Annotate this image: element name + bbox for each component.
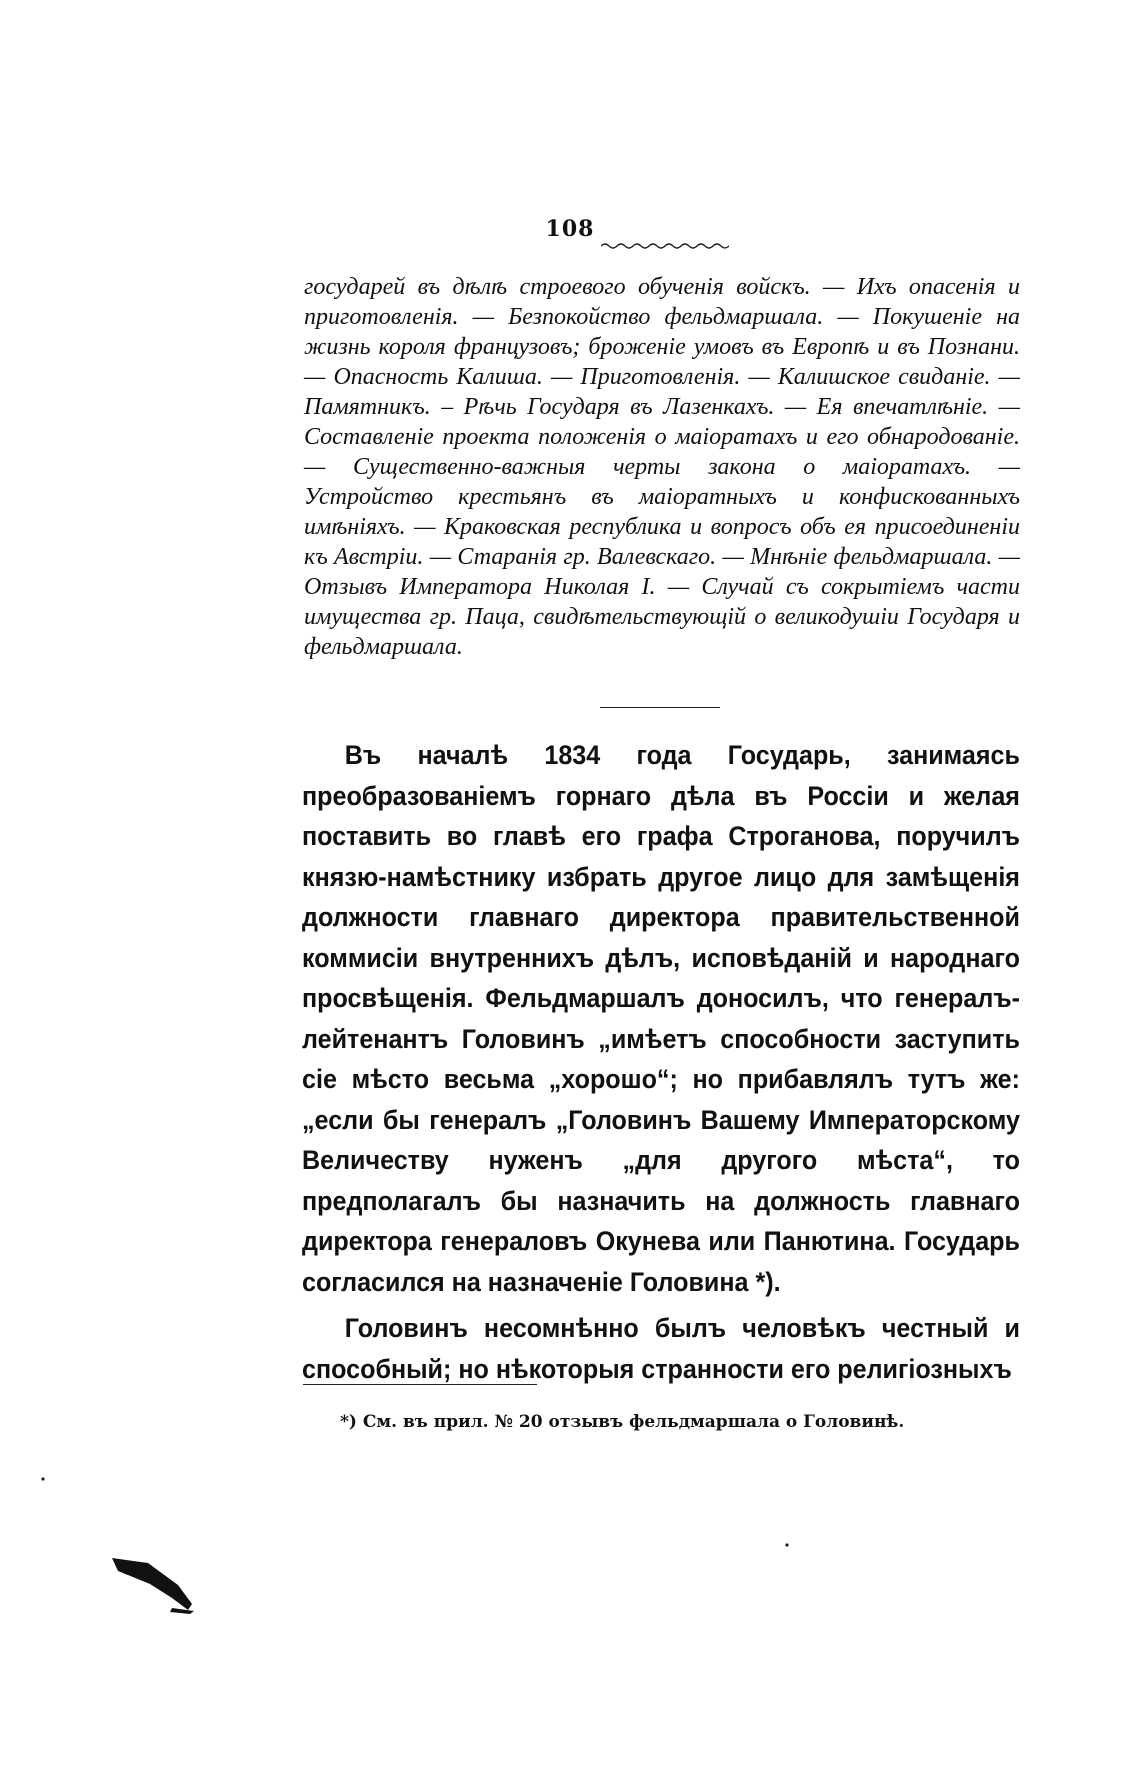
paragraph: Въ началѣ 1834 года Государь, занимаясь преобразованіемъ горнаго дѣла въ Россіи и желая поставить во главѣ его графа Строганова, поручилъ князю-намѣстнику избрать другое лицо для замѣщенія должности главнаго директора правительственной коммисіи внутреннихъ дѣлъ, исповѣданій и народнаго просвѣщенія. Фельдмаршалъ доносилъ, что генералъ-лейтенантъ Головинъ „имѣетъ способности заступить сіе мѣсто весьма „хорошо“; но прибавлялъ тутъ же: „если бы генералъ „Головинъ Вашему Императорскому Величеству нуженъ „для другого мѣста“, то предполагалъ бы назначить на должность главнаго директора генераловъ Окунева или Панютина. Государь согласился на назначеніе Головина *).	[302, 740, 1020, 1297]
summary-divider	[600, 707, 720, 708]
footnote: *) См. въ прил. № 20 отзывъ фельдмаршала о Головинѣ.	[340, 1412, 905, 1432]
main-text	[302, 735, 1020, 1389]
scan-blot	[112, 1558, 192, 1610]
footnote-divider	[303, 1384, 537, 1385]
paragraph: Головинъ несомнѣнно былъ человѣкъ честный и способный; но нѣкоторыя странности его религіозныхъ	[302, 1313, 1020, 1384]
chapter-summary: государей въ дѣлѣ строевого обученія войскъ. — Ихъ опасенія и приготовленія. — Безпокойство фельдмаршала. — Покушеніе на жизнь короля французовъ; броженіе умовъ въ Европѣ и въ Познани. — Опасность Калиша. — Приготовленія. — Калишское свиданіе. — Памятникъ. – Рѣчь Государя въ Лазенкахъ. — Ея впечатлѣніе. — Составленіе проекта положенія о маіоратахъ и его обнародованіе. — Существенно-важныя черты закона о маіоратахъ. — Устройство крестьянъ въ маіоратныхъ и конфискованныхъ имѣніяхъ. — Краковская республика и вопросъ объ ея присоединеніи къ Австріи. — Старанія гр. Валевскаго. — Мнѣніе фельдмаршала. — Отзывъ Императора Николая I. — Случай съ сокрытіемъ части имущества гр. Паца, свидѣтельствующій о великодушіи Государя и фельдмаршала.	[304, 274, 1020, 660]
page-number: 108	[545, 216, 595, 242]
scan-dot	[785, 1543, 788, 1546]
scan-dot	[41, 1477, 44, 1480]
page-number-ornament	[601, 241, 729, 251]
scan-speck	[170, 1608, 194, 1614]
